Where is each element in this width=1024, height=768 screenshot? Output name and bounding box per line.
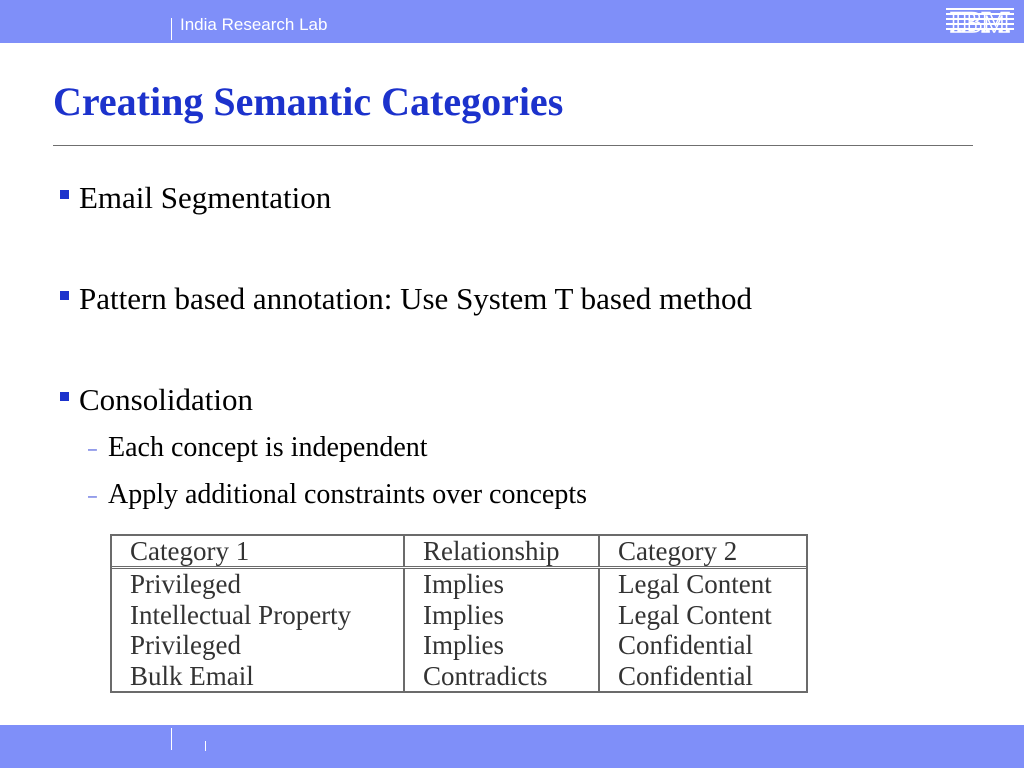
footer-bar (0, 725, 1024, 768)
table-row (112, 630, 806, 660)
dash-icon: – (88, 441, 97, 458)
bullet-square-icon (60, 392, 69, 401)
table-cell: Privileged (130, 630, 241, 661)
table-cell: Intellectual Property (130, 599, 352, 630)
table-cell: Privileged (130, 569, 241, 600)
slide-title: Creating Semantic Categories (53, 79, 564, 124)
table-cell: Confidential (599, 630, 806, 660)
ibm-logo-text: IBM (950, 6, 1010, 38)
bullet-text: Email Segmentation (79, 180, 332, 215)
sub-bullet-text: Each concept is independent (108, 432, 428, 463)
title-divider (53, 145, 973, 146)
lab-name: India Research Lab (180, 15, 328, 34)
table-cell: Legal Content (599, 568, 806, 600)
table-cell: Confidential (599, 661, 806, 692)
bullet-text: Pattern based annotation: Use System T based method (79, 281, 752, 316)
bullet-square-icon (60, 291, 69, 300)
sub-bullet-text: Apply additional constraints over concepts (108, 479, 587, 510)
table-row (112, 661, 806, 692)
table-cell: Implies (404, 568, 599, 600)
sub-bullet-constraints (88, 479, 587, 511)
ibm-logo-icon (944, 4, 1016, 38)
table-header-cell: Category 2 (599, 536, 806, 568)
footer-separator (205, 741, 206, 751)
bullet-consolidation (60, 382, 253, 418)
sub-bullet-independent (88, 432, 428, 464)
table-cell: Implies (404, 600, 599, 630)
table-cell: Contradicts (404, 661, 599, 692)
header-separator (171, 18, 172, 40)
table-cell: Legal Content (599, 600, 806, 630)
table-row (112, 568, 806, 600)
relationship-table (110, 534, 808, 693)
footer-separator (171, 728, 172, 750)
bullet-email-segmentation (60, 180, 331, 216)
bullet-pattern-annotation (60, 281, 752, 317)
table-header-row (112, 536, 806, 568)
table-header-cell: Category 1 (112, 536, 404, 568)
dash-icon: – (88, 488, 97, 505)
header-bar (0, 0, 1024, 43)
table-header-cell: Relationship (404, 536, 599, 568)
table-row (112, 600, 806, 630)
bullet-square-icon (60, 190, 69, 199)
table-cell: Implies (404, 630, 599, 660)
bullet-text: Consolidation (79, 382, 253, 417)
table-cell: Bulk Email (130, 660, 254, 691)
